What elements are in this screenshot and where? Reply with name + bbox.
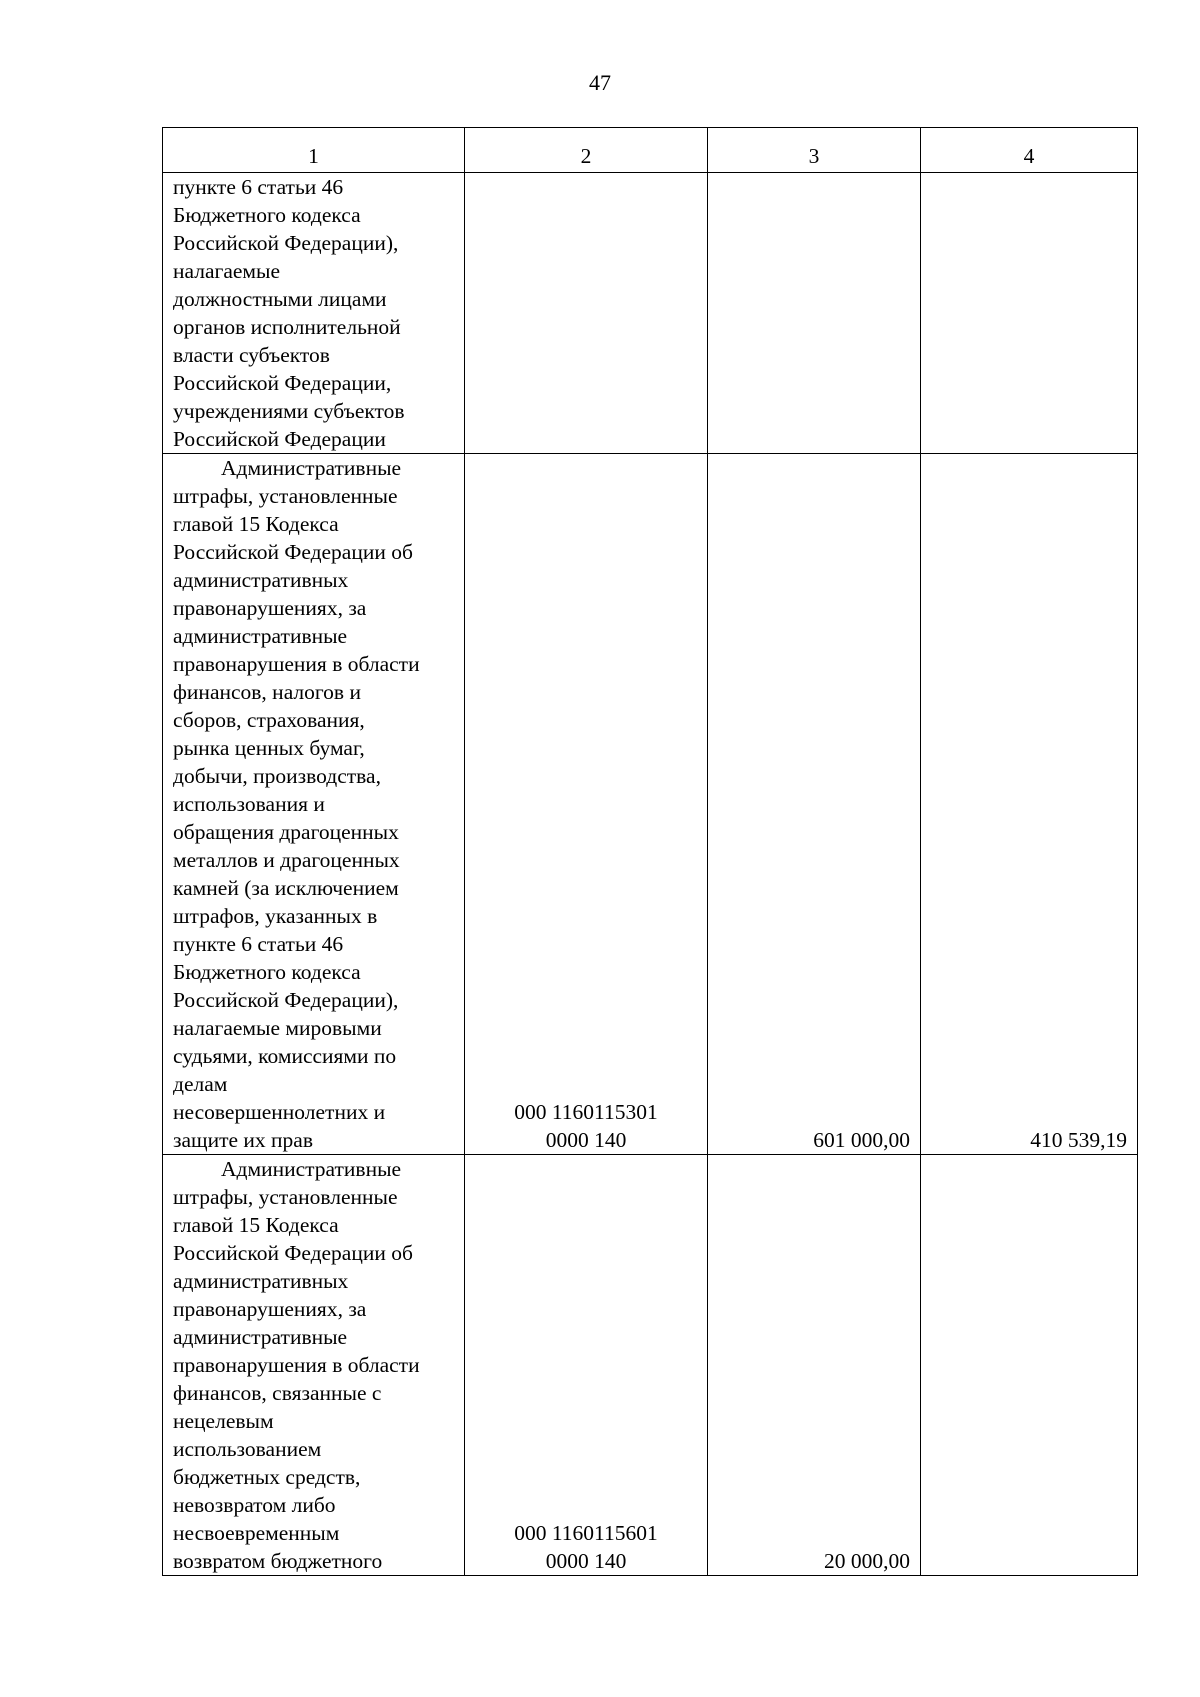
description-line: камней (за исключением [173, 876, 399, 900]
description-line: использованием [173, 1437, 322, 1461]
description-line: административных [173, 568, 349, 592]
description-line: делам [173, 1072, 228, 1096]
description-line: Бюджетного кодекса [173, 203, 361, 227]
description-line: Бюджетного кодекса [173, 960, 361, 984]
description-line: пункте 6 статьи 46 [173, 175, 344, 199]
description-line: правонарушениях, за [173, 596, 367, 620]
table-row [163, 173, 1138, 454]
executed-amount-cell [921, 1155, 1138, 1576]
approved-amount-cell [708, 173, 921, 454]
description-line: власти субъектов [173, 343, 330, 367]
description-line: учреждениями субъектов [173, 399, 405, 423]
executed-amount-cell [921, 173, 1138, 454]
description-line: Российской Федерации), [173, 988, 399, 1012]
description-line: нецелевым [173, 1409, 274, 1433]
description-line: защите их прав [173, 1128, 313, 1152]
budget-code-line: 000 1160115601 [514, 1521, 658, 1545]
row-description-cell [163, 454, 465, 1155]
description-line: административных [173, 1269, 349, 1293]
column-header-4: 4 [921, 128, 1138, 173]
budget-code-line: 0000 140 [545, 1128, 627, 1152]
row-description-cell [163, 1155, 465, 1576]
description-line: Российской Федерации об [173, 1241, 413, 1265]
description-line: финансов, налогов и [173, 680, 361, 704]
description-line: бюджетных средств, [173, 1465, 361, 1489]
table-header-row [163, 128, 1138, 173]
description-line: сборов, страхования, [173, 708, 365, 732]
description-line: должностными лицами [173, 287, 387, 311]
description-line: штрафы, установленные [173, 1185, 398, 1209]
description-line: административные [173, 1325, 348, 1349]
row-description-cell [163, 173, 465, 454]
description-line: органов исполнительной [173, 315, 401, 339]
budget-code-line: 000 1160115301 [514, 1100, 658, 1124]
description-line: судьями, комиссиями по [173, 1044, 397, 1068]
description-line: обращения драгоценных [173, 820, 399, 844]
approved-amount-cell: 20 000,00 [708, 1155, 921, 1576]
description-line: пункте 6 статьи 46 [173, 932, 344, 956]
column-header-3: 3 [708, 128, 921, 173]
description-line: Административные [221, 1157, 402, 1181]
description-line: несовершеннолетних и [173, 1100, 386, 1124]
column-header-1: 1 [163, 128, 465, 173]
description-line: правонарушения в области [173, 1353, 420, 1377]
column-header-2: 2 [465, 128, 708, 173]
description-line: рынка ценных бумаг, [173, 736, 365, 760]
description-line: правонарушениях, за [173, 1297, 367, 1321]
description-line: главой 15 Кодекса [173, 512, 339, 536]
description-line: финансов, связанные с [173, 1381, 382, 1405]
description-line: налагаемые [173, 259, 281, 283]
description-line: использования и [173, 792, 325, 816]
description-line: несвоевременным [173, 1521, 340, 1545]
description-line: Российской Федерации об [173, 540, 413, 564]
description-line: налагаемые мировыми [173, 1016, 382, 1040]
description-line: Российской Федерации), [173, 231, 399, 255]
description-line: Российской Федерации [173, 427, 386, 451]
table-row [163, 454, 1138, 1155]
approved-amount-cell: 601 000,00 [708, 454, 921, 1155]
description-line: металлов и драгоценных [173, 848, 400, 872]
page-number: 47 [589, 70, 611, 95]
table-row [163, 1155, 1138, 1576]
description-line: добычи, производства, [173, 764, 381, 788]
description-line: штрафы, установленные [173, 484, 398, 508]
description-line: Российской Федерации, [173, 371, 392, 395]
description-line: штрафов, указанных в [173, 904, 378, 928]
description-line: правонарушения в области [173, 652, 420, 676]
budget-code-cell [465, 454, 708, 1155]
budget-code-cell [465, 1155, 708, 1576]
description-line: главой 15 Кодекса [173, 1213, 339, 1237]
description-line: Административные [221, 456, 402, 480]
budget-revenue-table [162, 127, 1138, 1576]
description-line: невозвратом либо [173, 1493, 336, 1517]
budget-code-line: 0000 140 [545, 1549, 627, 1573]
description-line: административные [173, 624, 348, 648]
description-line: возвратом бюджетного [173, 1549, 383, 1573]
executed-amount-cell: 410 539,19 [921, 454, 1138, 1155]
budget-code-cell [465, 173, 708, 454]
